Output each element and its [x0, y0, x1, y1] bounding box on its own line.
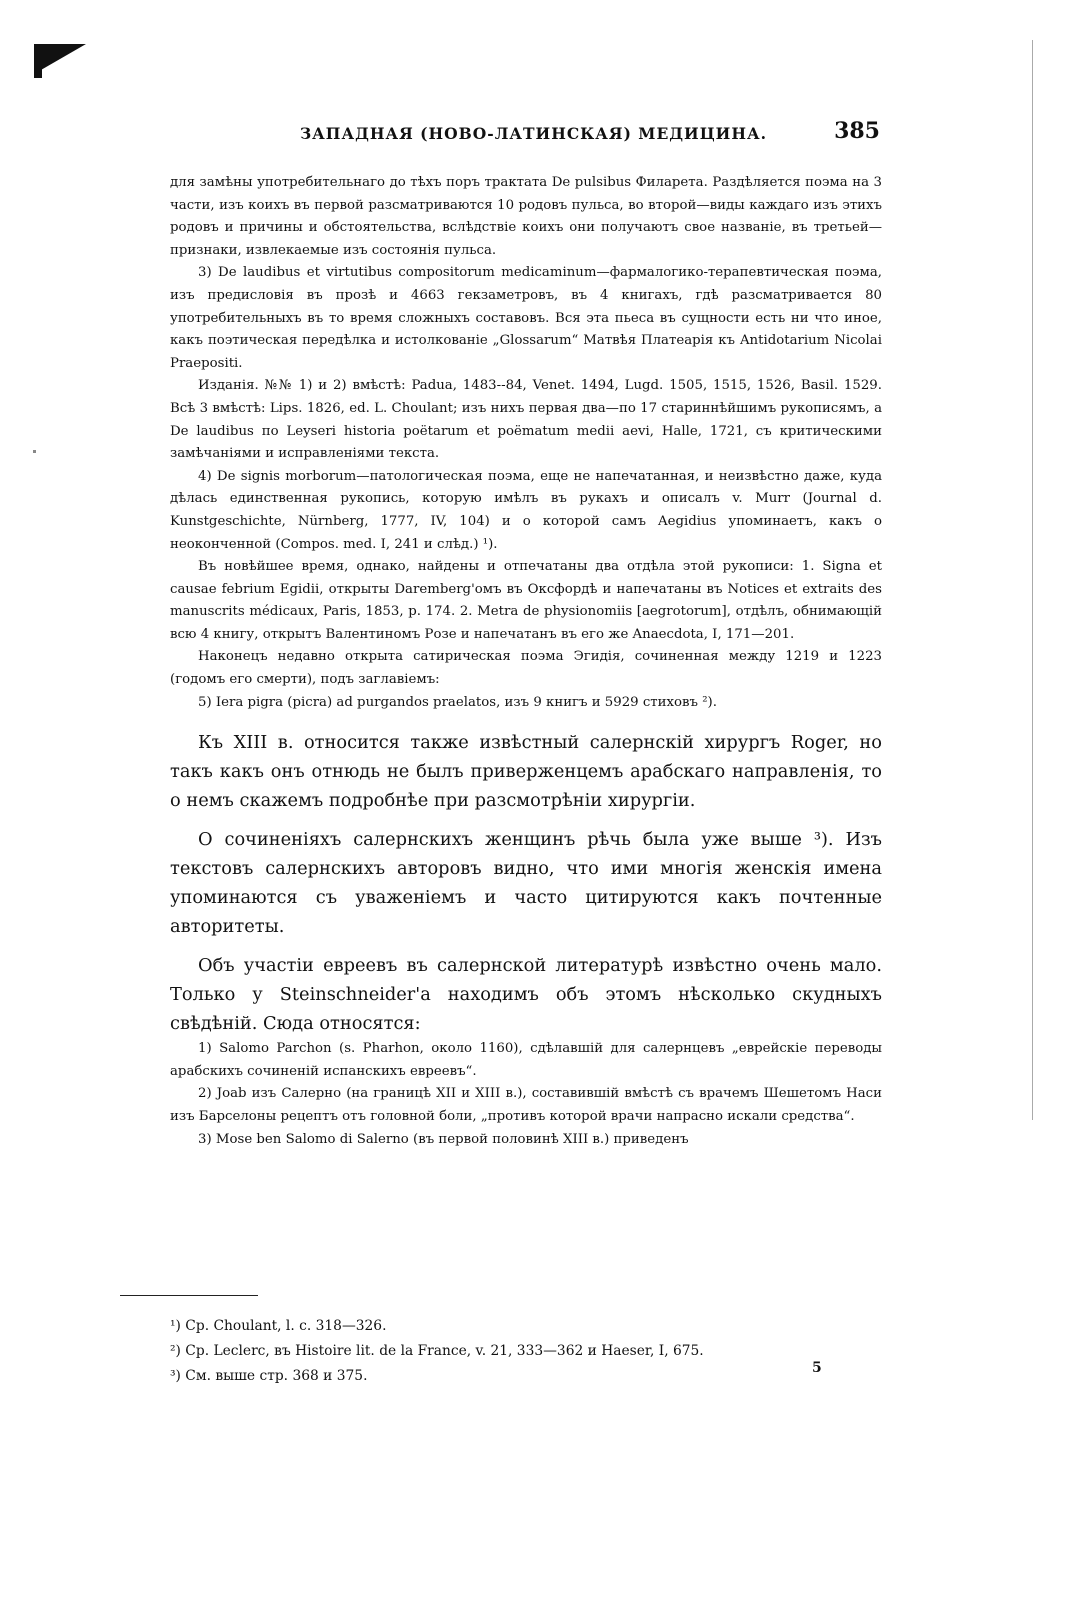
footnote: ³) См. выше стр. 368 и 375.	[170, 1368, 368, 1384]
scan-speck	[33, 450, 36, 453]
page-edge-line	[1032, 40, 1033, 1120]
small-print-section	[170, 172, 882, 714]
paragraph: 4) De signis morborum—патологическая поэма, еще не напечатанная, и неизвѣстно даже, куда дѣлась единственная рукопись, которую имѣлъ въ рукахъ и описалъ v. Murr (Journal d. Kunstgeschichte, Nürnberg, 1777, IV, 104) и о которой самъ Aegidius упоминаетъ, какъ о неоконченной (Compos. med. I, 241 и слѣд.) ¹).	[170, 468, 882, 552]
list-item: 1) Salomo Parchon (s. Pharhon, около 1160), сдѣлавшій для салернцевъ „еврейскіе переводы арабскихъ сочиненій испанскихъ евреевъ“.	[170, 1041, 882, 1079]
running-title: ЗАПАДНАЯ (НОВО-ЛАТИНСКАЯ) МЕДИЦИНА.	[300, 124, 767, 143]
list-item: 3) Mose ben Salomo di Salerno (въ первой половинѣ XIII в.) приведенъ	[198, 1131, 689, 1147]
paragraph: 5) Iera pigra (picra) ad purgandos praelatos, изъ 9 книгъ и 5929 стиховъ ²).	[198, 694, 717, 710]
corner-scan-mark-tail	[34, 44, 42, 78]
footnote-rule	[120, 1295, 258, 1296]
large-print-section	[170, 728, 882, 1038]
paragraph: О сочиненіяхъ салернскихъ женщинъ рѣчь была уже выше ³). Изъ текстовъ салернскихъ авторовъ видно, что ими многія женскія имена упоминаются съ уваженіемъ и часто цитируются какъ почтенные авторитеты.	[170, 829, 882, 938]
paragraph: 3) De laudibus et virtutibus compositorum medicaminum—фармалогико-терапевтическая поэма, изъ предисловія въ прозѣ и 4663 гекзаметровъ, въ 4 книгахъ, гдѣ разсматривается 80 употребительныхъ въ то время сложныхъ составовъ. Вся эта пьеса въ сущности есть ни что иное, какъ поэтическая передѣлка и истолкованіе „Glossarum“ Матвѣя Платеарія къ Antidotarium Nicolai Praepositi.	[170, 265, 882, 371]
footnote: ²) Ср. Leclerc, въ Histoire lit. de la France, v. 21, 333—362 и Haeser, I, 675.	[170, 1343, 704, 1359]
page-number: 385	[834, 118, 880, 144]
paragraph: Изданія. №№ 1) и 2) вмѣстѣ: Padua, 1483--84, Venet. 1494, Lugd. 1505, 1515, 1526, Basil. 1529. Всѣ 3 вмѣстѣ: Lips. 1826, ed. L. Choulant; изъ нихъ первая два—по 17 стариннѣйшимъ рукописямъ, а De laudibus по Leyseri historia poëtarum et poëmatum medii aevi, Halle, 1721, съ критическими замѣчаніями и исправленіями текста.	[170, 378, 882, 462]
list-section	[170, 1038, 882, 1151]
footnote: ¹) Ср. Choulant, l. c. 318—326.	[170, 1318, 387, 1334]
paragraph: Къ XIII в. относится также извѣстный салернскій хирургъ Roger, но такъ какъ онъ отнюдь не былъ приверженцемъ арабскаго направленія, то о немъ скажемъ подробнѣе при разсмотрѣніи хирургіи.	[170, 732, 882, 812]
footnotes	[170, 1295, 882, 1389]
paragraph: Въ новѣйшее время, однако, найдены и отпечатаны два отдѣла этой рукописи: 1. Signa et causae febrium Egidii, открыты Daremberg'омъ въ Оксфордѣ и напечатаны въ Notices et extraits des manuscrits médicaux, Paris, 1853, p. 174. 2. Metra de physionomiis [aegrotorum], отдѣлъ, обнимающій всю 4 книгу, открытъ Валентиномъ Розе и напечатанъ въ его же Anaecdota, I, 171—201.	[170, 559, 882, 642]
paragraph: Наконецъ недавно открыта сатирическая поэма Эгидія, сочиненная между 1219 и 1223 (годомъ его смерти), подъ заглавіемъ:	[170, 649, 882, 688]
paragraph: для замѣны употребительнаго до тѣхъ поръ трактата De pulsibus Филарета. Раздѣляется поэма на 3 части, изъ коихъ въ первой разсматриваются 10 родовъ пульса, во второй—виды каждаго изъ этихъ родовъ и причины и обстоятельства, вслѣдствіе коихъ они получаютъ свое названіе, въ третьей—признаки, извлекаемые изъ состоянія пульса.	[170, 175, 882, 258]
paragraph: Объ участіи евреевъ въ салернской литературѣ извѣстно очень мало. Только у Steinschneider'а находимъ объ этомъ нѣсколько скудныхъ свѣдѣній. Сюда относятся:	[170, 955, 882, 1035]
page-body	[170, 172, 882, 1151]
list-item: 2) Joab изъ Салерно (на границѣ XII и XIII в.), составившій вмѣстѣ съ врачемъ Шешетомъ Наси изъ Барселоны рецептъ отъ головной боли, „противъ которой врачи напрасно искали средства“.	[170, 1086, 882, 1125]
page-header	[300, 118, 880, 148]
signature-mark: 5	[812, 1360, 822, 1376]
